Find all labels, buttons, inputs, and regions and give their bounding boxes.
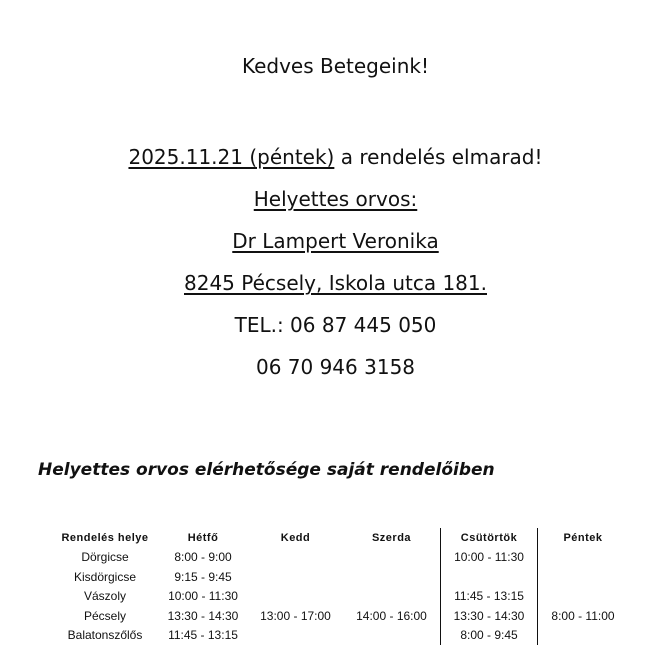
friday-cell — [538, 567, 629, 587]
greeting-heading: Kedves Betegeink! — [241, 54, 430, 78]
tuesday-cell — [248, 567, 343, 587]
schedule-header-row — [52, 528, 628, 548]
wednesday-cell — [343, 548, 441, 568]
location-cell: Vászoly — [83, 589, 127, 604]
cancellation-date: 2025.11.21 (péntek) — [128, 145, 335, 169]
friday-cell — [538, 626, 629, 646]
header-thursday: Csütörtök — [441, 528, 538, 548]
header-wednesday: Szerda — [371, 531, 412, 544]
header-tuesday: Kedd — [280, 531, 311, 544]
phone2-line: 06 70 946 3158 — [255, 355, 416, 379]
location-cell: Kisdörgicse — [73, 569, 137, 584]
location-cell: Balatonszőlős — [67, 628, 143, 643]
header-monday: Hétfő — [187, 531, 219, 544]
table-row — [52, 548, 628, 568]
address-line — [0, 271, 671, 295]
table-row — [52, 626, 628, 646]
location-cell: Dörgicse — [81, 550, 129, 565]
tuesday-cell: 13:00 - 17:00 — [260, 608, 331, 623]
thursday-cell: 13:30 - 14:30 — [441, 606, 538, 626]
cancellation-text: a rendelés elmarad! — [334, 145, 543, 169]
header-friday: Péntek — [538, 528, 629, 548]
thursday-cell: 11:45 - 13:15 — [441, 587, 538, 607]
monday-cell: 9:15 - 9:45 — [174, 569, 232, 584]
doctor-name: Dr Lampert Veronika — [232, 229, 439, 253]
schedule-title: Helyettes orvos elérhetősége saját rendelőiben — [38, 460, 495, 480]
friday-cell — [538, 548, 629, 568]
monday-cell: 11:45 - 13:15 — [168, 628, 238, 643]
tuesday-cell — [248, 626, 343, 646]
thursday-cell: 8:00 - 9:45 — [441, 626, 538, 646]
wednesday-cell — [343, 567, 441, 587]
location-cell: Pécsely — [83, 608, 127, 623]
schedule-table — [52, 528, 628, 645]
friday-cell: 8:00 - 11:00 — [538, 606, 629, 626]
table-row — [52, 587, 628, 607]
wednesday-cell: 14:00 - 16:00 — [356, 608, 427, 623]
cancellation-line — [0, 145, 671, 169]
phone-line: TEL.: 06 87 445 050 — [234, 313, 437, 337]
tuesday-cell — [248, 587, 343, 607]
doctor-name-line — [0, 229, 671, 253]
header-location: Rendelés helye — [61, 531, 149, 544]
table-row — [52, 606, 628, 626]
wednesday-cell — [343, 626, 441, 646]
monday-cell: 13:30 - 14:30 — [167, 608, 239, 623]
monday-cell: 8:00 - 9:00 — [174, 550, 232, 565]
tuesday-cell — [248, 548, 343, 568]
table-row — [52, 567, 628, 587]
thursday-cell: 10:00 - 11:30 — [441, 548, 538, 568]
substitute-label-line — [0, 187, 671, 211]
friday-cell — [538, 587, 629, 607]
address: 8245 Pécsely, Iskola utca 181. — [184, 271, 487, 295]
thursday-cell — [441, 567, 538, 587]
monday-cell: 10:00 - 11:30 — [168, 589, 238, 604]
wednesday-cell — [343, 587, 441, 607]
substitute-label: Helyettes orvos: — [253, 187, 418, 211]
